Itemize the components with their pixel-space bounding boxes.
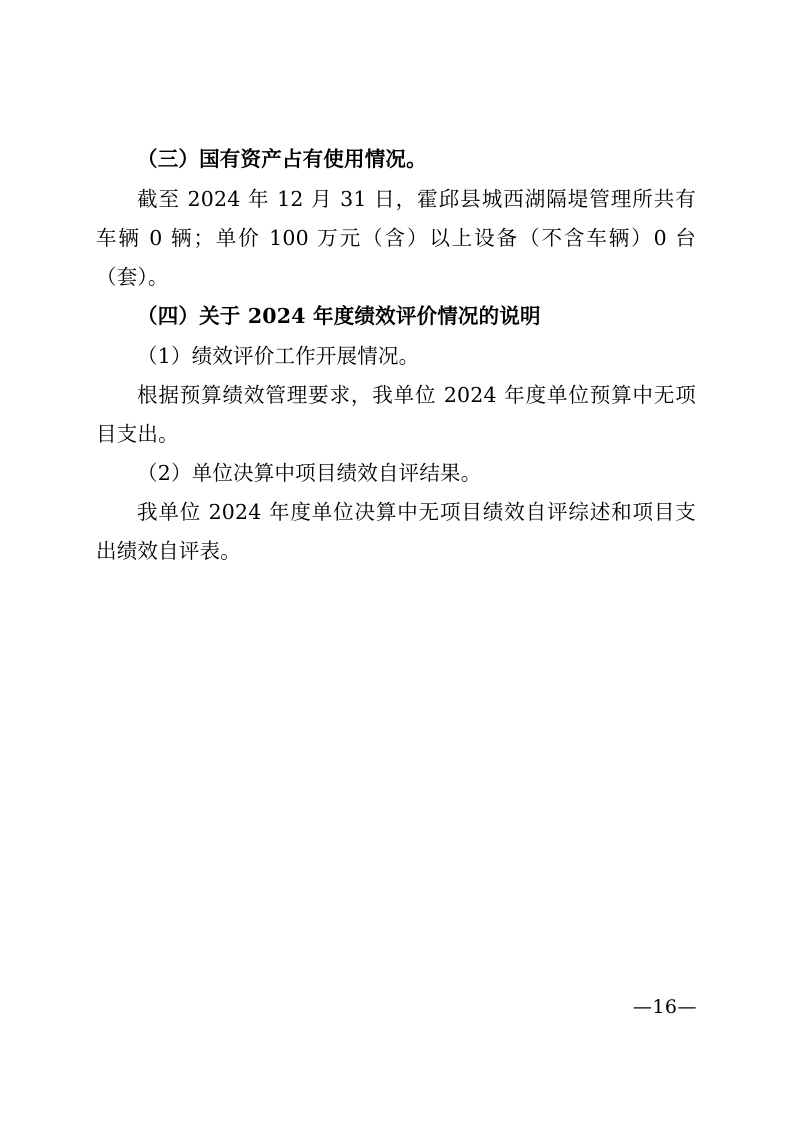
subitem-1-body: 根据预算绩效管理要求，我单位 2024 年度单位预算中无项目支出。 bbox=[96, 383, 696, 446]
subitem-2-title: （2）单位决算中项目绩效自评结果。 bbox=[137, 461, 482, 485]
subitem-2-body: 我单位 2024 年度单位决算中无项目绩效自评综述和项目支出绩效自评表。 bbox=[96, 500, 696, 563]
document-body bbox=[96, 140, 696, 571]
section-heading-performance-evaluation: （四）关于 2024 年度绩效评价情况的说明 bbox=[137, 304, 541, 328]
paragraph-asset-details: 截至 2024 年 12 月 31 日，霍邱县城西湖隔堤管理所共有车辆 0 辆；单价 100 万元（含）以上设备（不含车辆）0 台（套）。 bbox=[96, 187, 696, 289]
section-heading-state-assets: （三）国有资产占有使用情况。 bbox=[137, 147, 427, 171]
subitem-1-title: （1）绩效评价工作开展情况。 bbox=[137, 344, 420, 368]
page-number: —16— bbox=[632, 996, 697, 1018]
